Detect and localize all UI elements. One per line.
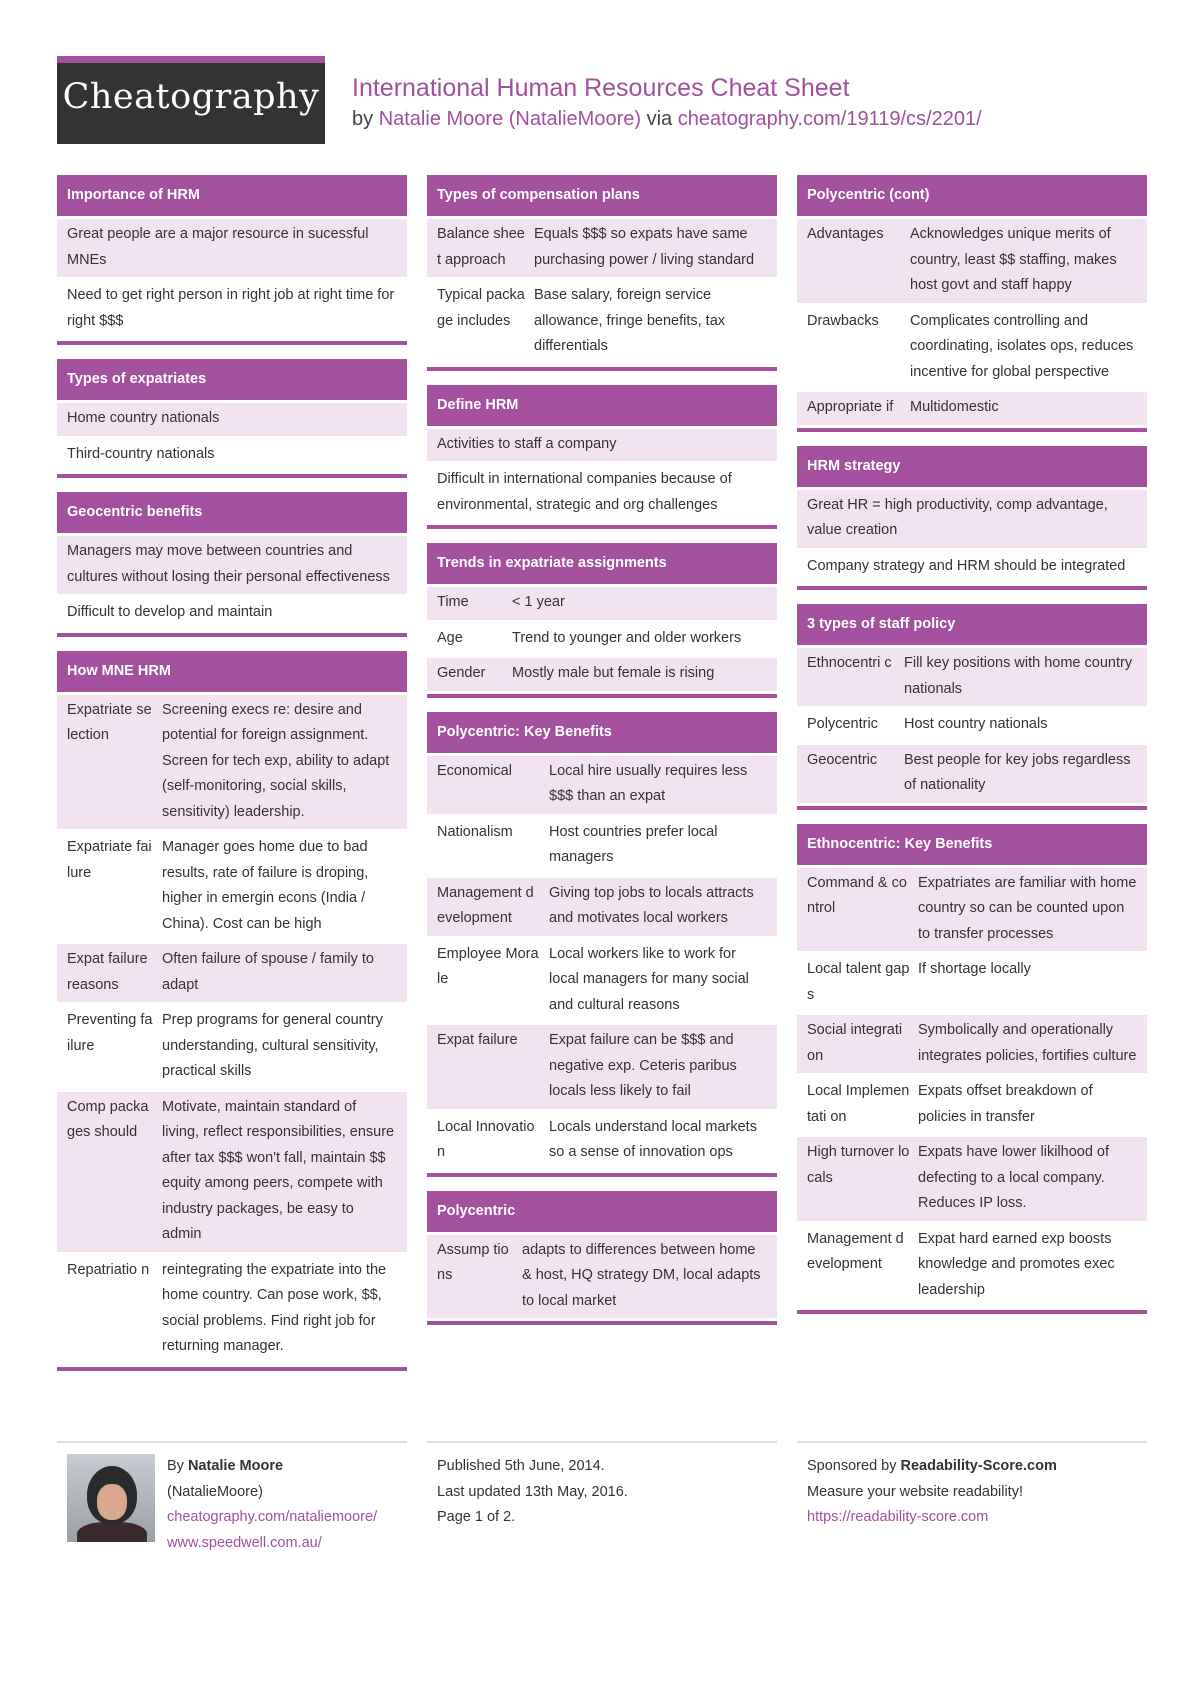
table-row <box>427 587 777 620</box>
section-header: Types of compensation plans <box>427 175 777 216</box>
table-row <box>427 658 777 691</box>
section-header: Geocentric benefits <box>57 492 407 533</box>
row-value: Host country nationals <box>904 716 1048 732</box>
section-header: Ethnocentric: Key Benefits <box>797 824 1147 865</box>
row-value: Local hire usually requires less $$$ than an expat <box>549 762 748 804</box>
row-text: Difficult in international companies because of environmental, strategic and org challenges <box>437 471 732 513</box>
table-row <box>427 429 777 462</box>
row-value: Host countries prefer local managers <box>549 823 718 865</box>
section-geocentric-benefits <box>57 492 407 637</box>
row-text: Third-country nationals <box>67 445 215 462</box>
row-key: Comp packages should <box>67 1098 149 1140</box>
section-polycentric-cont <box>797 175 1147 432</box>
byline <box>352 108 982 131</box>
footer-by: By <box>167 1458 184 1474</box>
row-key: Expatriate failure <box>67 839 152 881</box>
table-row <box>57 1005 407 1089</box>
sponsor-link[interactable]: https://readability-score.com <box>807 1509 989 1525</box>
row-key: Local Innovation <box>437 1118 535 1160</box>
section-header: Polycentric (cont) <box>797 175 1147 216</box>
table-row <box>797 306 1147 390</box>
table-row <box>57 832 407 941</box>
row-key: Social integration <box>807 1022 903 1064</box>
row-text: Company strategy and HRM should be integrated <box>807 557 1126 574</box>
footer-website-link[interactable]: www.speedwell.com.au/ <box>167 1534 322 1551</box>
section-polycentric <box>427 1191 777 1326</box>
footer-divider <box>57 1441 407 1443</box>
section-header: HRM strategy <box>797 446 1147 487</box>
footer-divider <box>427 1441 777 1443</box>
row-key: Management development <box>437 884 534 926</box>
row-key: Advantages <box>807 226 884 242</box>
section-hrm-strategy <box>797 446 1147 591</box>
author-link[interactable]: Natalie Moore (NatalieMoore) <box>378 108 642 130</box>
footer-author-name: Natalie Moore <box>187 1458 284 1474</box>
table-row <box>797 709 1147 742</box>
footer-published <box>437 1454 628 1531</box>
row-text: Difficult to develop and maintain <box>67 604 273 620</box>
footer-divider <box>797 1441 1147 1443</box>
row-value: Best people for key jobs regardless of nationality <box>904 751 1131 793</box>
table-row <box>797 490 1147 548</box>
sponsor-name: Readability-Score.com <box>900 1458 1057 1474</box>
section-header: Define HRM <box>427 385 777 426</box>
row-value: Expatriates are familiar with home country so can be counted upon to transfer processes <box>918 874 1137 942</box>
section-header: Polycentric <box>427 1191 777 1232</box>
section-how-mne-hrm <box>57 651 407 1371</box>
section-ethnocentric-key-benefits <box>797 824 1147 1315</box>
byline-prefix: by <box>352 108 374 130</box>
row-value: Expat failure can be $$$ and negative exp. Ceteris paribus locals less likely to fail <box>549 1032 737 1099</box>
cheatography-logo[interactable] <box>57 56 325 144</box>
table-row <box>427 756 777 814</box>
row-key: Geocentric <box>807 751 878 768</box>
table-row <box>427 623 777 656</box>
published-date: Published 5th June, 2014. <box>437 1458 605 1474</box>
section-header: Types of expatriates <box>57 359 407 400</box>
sponsor-tagline: Measure your website readability! <box>807 1483 1023 1500</box>
table-row <box>427 817 777 875</box>
row-text: Great HR = high productivity, comp advantage, value creation <box>807 496 1108 538</box>
row-key: Expat failure reasons <box>67 951 148 993</box>
row-key: Management development <box>807 1230 904 1272</box>
row-value: Locals understand local markets so a sense of innovation ops <box>549 1118 757 1160</box>
section-header: Polycentric: Key Benefits <box>427 712 777 753</box>
row-key: Expatriate selection <box>67 701 152 743</box>
row-key: Time <box>437 594 469 610</box>
row-value: Often failure of spouse / family to adapt <box>162 951 374 993</box>
column-3 <box>797 175 1147 1328</box>
row-value: Motivate, maintain standard of living, reflect responsibilities, ensure after tax $$$ won't fall, maintain $$ equity among peers, compete with industry packages, be easy to admin <box>162 1098 395 1242</box>
table-row <box>427 280 777 364</box>
row-value: < 1 year <box>512 594 565 610</box>
section-trends-in-expatriate-assignments <box>427 543 777 698</box>
byline-via: via <box>646 108 673 130</box>
row-value: Multidomestic <box>910 399 999 415</box>
row-value: Acknowledges unique merits of country, least $$ staffing, makes host govt and staff happy <box>910 226 1117 293</box>
row-value: Prep programs for general country understanding, cultural sensitivity, practical skills <box>162 1012 383 1079</box>
table-row <box>57 219 407 277</box>
row-text: Need to get right person in right job at right time for right $$$ <box>67 287 395 329</box>
table-row <box>427 939 777 1023</box>
table-row <box>797 868 1147 952</box>
row-key: High turnover locals <box>807 1144 910 1186</box>
row-text: Great people are a major resource in sucessful MNEs <box>67 226 369 268</box>
row-text: Managers may move between countries and cultures without losing their personal effectiveness <box>67 543 390 585</box>
column-2 <box>427 175 777 1339</box>
sheet-url-link[interactable]: cheatography.com/19119/cs/2201/ <box>677 108 982 130</box>
table-row <box>427 219 777 277</box>
row-key: Appropriate if <box>807 399 894 415</box>
table-row <box>57 597 407 630</box>
table-row <box>427 464 777 522</box>
row-key: Repatriatio n <box>67 1261 150 1278</box>
row-value: Local workers like to work for local managers for many social and cultural reasons <box>549 945 749 1013</box>
section-3-types-of-staff-policy <box>797 604 1147 810</box>
row-value: Fill key positions with home country nationals <box>904 655 1133 697</box>
table-row <box>427 1025 777 1109</box>
row-value: Base salary, foreign service allowance, fringe benefits, tax differentials <box>534 287 726 354</box>
updated-date: Last updated 13th May, 2016. <box>437 1483 628 1500</box>
author-avatar <box>67 1454 155 1542</box>
row-key: Typical package includes <box>437 287 525 329</box>
row-value: Screening execs re: desire and potential for foreign assignment. Screen for tech exp, ability to adapt (self-monitoring, social skills, sensitivity) leadership. <box>162 701 390 820</box>
row-key: Economical <box>437 762 512 779</box>
table-row <box>797 551 1147 584</box>
column-1 <box>57 175 407 1385</box>
table-row <box>797 1137 1147 1221</box>
row-key: Assump tions <box>437 1241 509 1283</box>
row-value: Giving top jobs to locals attracts and motivates local workers <box>549 884 754 926</box>
table-row <box>797 219 1147 303</box>
section-polycentric-key-benefits <box>427 712 777 1177</box>
table-row <box>797 745 1147 803</box>
section-types-of-compensation-plans <box>427 175 777 371</box>
row-key: Expat failure <box>437 1032 518 1048</box>
section-header: How MNE HRM <box>57 651 407 692</box>
row-value: If shortage locally <box>918 961 1031 977</box>
row-key: Employee Morale <box>437 945 539 987</box>
table-row <box>797 392 1147 425</box>
table-row <box>797 648 1147 706</box>
row-text: Home country nationals <box>67 410 220 426</box>
row-value: Expats offset breakdown of policies in transfer <box>918 1083 1093 1125</box>
section-define-hrm <box>427 385 777 530</box>
footer-author-line <box>167 1454 377 1480</box>
table-row <box>57 1255 407 1364</box>
row-value: Trend to younger and older workers <box>512 629 742 646</box>
page-title: International Human Resources Cheat Sheet <box>352 74 850 102</box>
row-key: Local Implementati on <box>807 1083 910 1125</box>
section-types-of-expatriates <box>57 359 407 478</box>
table-row <box>57 403 407 436</box>
row-value: Complicates controlling and coordinating, isolates ops, reduces incentive for global perspective <box>910 312 1134 380</box>
sponsor-prefix: Sponsored by <box>807 1458 897 1474</box>
row-value: Equals $$$ so expats have same purchasing power / living standard <box>534 226 755 268</box>
table-row <box>797 954 1147 1012</box>
row-key: Drawbacks <box>807 312 879 329</box>
section-header: Trends in expatriate assignments <box>427 543 777 584</box>
section-header: 3 types of staff policy <box>797 604 1147 645</box>
row-value: Mostly male but female is rising <box>512 665 715 681</box>
table-row <box>797 1015 1147 1073</box>
table-row <box>427 1112 777 1170</box>
row-key: Command & control <box>807 874 907 916</box>
row-key: Ethnocentri c <box>807 655 892 671</box>
row-key: Polycentric <box>807 716 878 732</box>
table-row <box>427 1235 777 1319</box>
row-value: Symbolically and operationally integrates policies, fortifies culture <box>918 1022 1137 1064</box>
row-key: Balance sheet approach <box>437 226 525 268</box>
table-row <box>57 536 407 594</box>
logo-text: Cheatography <box>62 77 320 117</box>
table-row <box>797 1224 1147 1308</box>
footer-author-link[interactable]: cheatography.com/nataliemoore/ <box>167 1509 378 1525</box>
row-key: Nationalism <box>437 823 513 840</box>
row-key: Gender <box>437 665 486 681</box>
footer-sponsor <box>807 1454 1057 1531</box>
row-key: Local talent gaps <box>807 961 910 1003</box>
row-text: Activities to staff a company <box>437 435 617 452</box>
table-row <box>57 695 407 830</box>
section-importance-of-hrm <box>57 175 407 345</box>
row-value: Expats have lower likilhood of defecting to a local company. Reduces IP loss. <box>918 1144 1110 1211</box>
table-row <box>57 944 407 1002</box>
row-key: Preventing failure <box>67 1012 153 1054</box>
table-row <box>57 280 407 338</box>
row-value: Expat hard earned exp boosts knowledge and promotes exec leadership <box>918 1230 1115 1298</box>
row-value: reintegrating the expatriate into the home country. Can pose work, $$, social problems. Find right job for returning manager. <box>162 1261 387 1354</box>
footer-author-handle: (NatalieMoore) <box>167 1483 263 1500</box>
sponsor-line <box>807 1454 1057 1480</box>
table-row <box>57 1092 407 1252</box>
row-value: Manager goes home due to bad results, rate of failure is droping, higher in emergin econs (India / China). Cost can be high <box>162 839 369 932</box>
row-key: Age <box>437 629 463 646</box>
section-header: Importance of HRM <box>57 175 407 216</box>
table-row <box>797 1076 1147 1134</box>
page-number: Page 1 of 2. <box>437 1509 516 1525</box>
table-row <box>57 439 407 472</box>
footer-author <box>167 1454 377 1556</box>
table-row <box>427 878 777 936</box>
row-value: adapts to differences between home & host, HQ strategy DM, local adapts to local market <box>522 1241 761 1309</box>
